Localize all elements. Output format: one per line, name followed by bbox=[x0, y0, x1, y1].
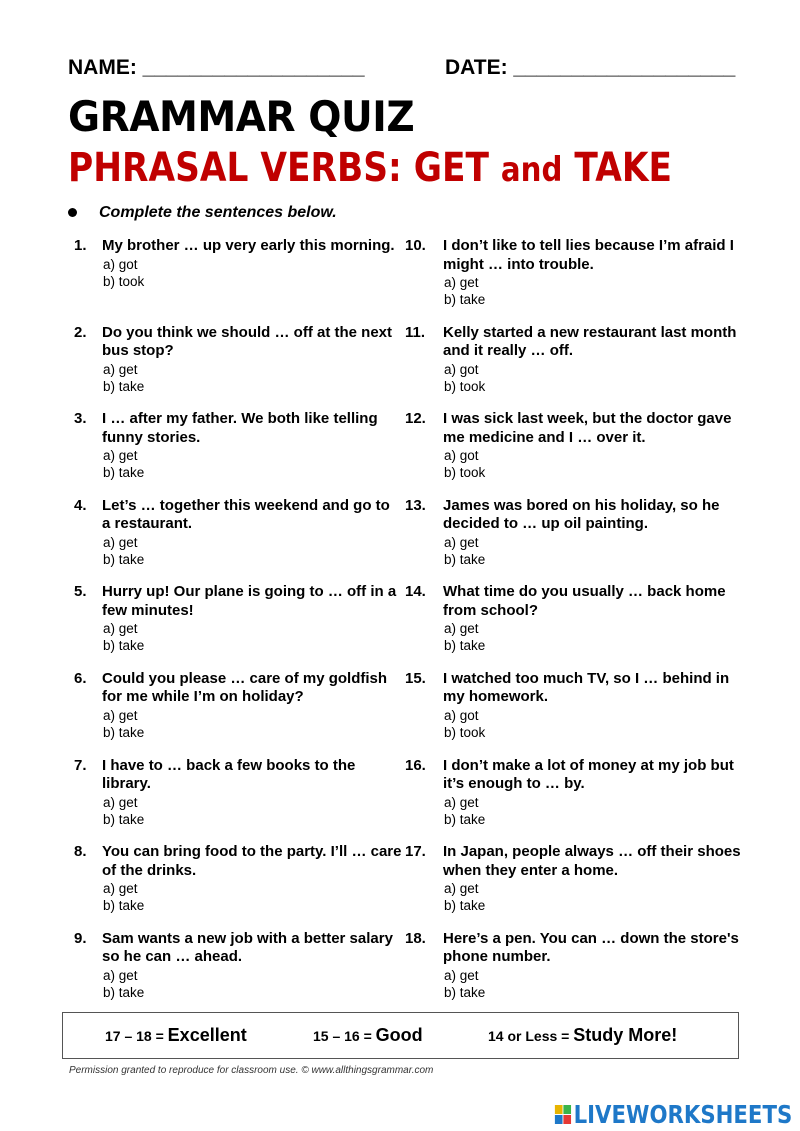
option-b[interactable]: b) take bbox=[103, 898, 145, 914]
option-b[interactable]: b) take bbox=[103, 378, 145, 394]
question-text: I have to … back a few books to the library. bbox=[102, 756, 356, 793]
question-text: Could you please … care of my goldfish for me while I’m on holiday? bbox=[102, 669, 388, 706]
option-b[interactable]: b) take bbox=[444, 638, 486, 654]
question-number: 9. bbox=[74, 929, 87, 947]
instruction-text: Complete the sentences below. bbox=[99, 204, 337, 221]
score-study-more: 14 or Less = Study More! bbox=[488, 1025, 678, 1045]
option-b[interactable]: b) took bbox=[444, 378, 486, 394]
option-b[interactable]: b) take bbox=[103, 465, 145, 481]
option-a[interactable]: a) get bbox=[103, 707, 138, 723]
option-a[interactable]: a) get bbox=[444, 275, 479, 290]
option-a[interactable]: a) got bbox=[444, 707, 479, 723]
permission-note: Permission granted to reproduce for classroom use. © www.allthingsgrammar.com bbox=[69, 1065, 434, 1076]
question-number: 15. bbox=[405, 669, 426, 687]
instruction bbox=[68, 204, 337, 222]
logo-squares-icon bbox=[555, 1105, 571, 1124]
option-a[interactable]: a) get bbox=[444, 794, 479, 810]
question-text: I was sick last week, but the doctor gave me medicine and I … over it. bbox=[443, 410, 732, 446]
question-text: Hurry up! Our plane is going to … off in a few minutes! bbox=[102, 583, 397, 619]
option-b[interactable]: b) took bbox=[444, 724, 486, 740]
page-title: GRAMMAR QUIZ bbox=[68, 92, 415, 141]
date-field-label: DATE: ___________________ bbox=[445, 56, 736, 79]
question-number: 18. bbox=[405, 929, 426, 947]
question-text: I … after my father. We both like telling funny stories. bbox=[102, 410, 378, 446]
question-text: I don’t like to tell lies because I’m afraid I might … into trouble. bbox=[443, 237, 734, 273]
option-a[interactable]: a) got bbox=[444, 361, 479, 377]
question-number: 17. bbox=[405, 843, 426, 861]
subtitle-and: and bbox=[500, 150, 563, 190]
option-a[interactable]: a) got bbox=[103, 256, 138, 272]
option-b[interactable]: b) took bbox=[444, 465, 486, 481]
option-b[interactable]: b) take bbox=[444, 984, 486, 1000]
question-number: 12. bbox=[405, 410, 426, 428]
question-number: 10. bbox=[405, 237, 426, 254]
question-number: 8. bbox=[74, 843, 87, 861]
question-text: You can bring food to the party. I’ll … care of the drinks. bbox=[102, 843, 402, 879]
question-text: Sam wants a new job with a better salary so he can … ahead. bbox=[102, 929, 393, 966]
option-b[interactable]: b) take bbox=[444, 292, 486, 307]
question-number: 13. bbox=[405, 496, 426, 514]
score-box bbox=[62, 1012, 739, 1059]
question-text: In Japan, people always … off their shoes when they enter a home. bbox=[443, 843, 741, 879]
option-a[interactable]: a) get bbox=[103, 881, 138, 897]
question-number: 6. bbox=[74, 669, 87, 687]
question-number: 5. bbox=[74, 583, 87, 601]
option-a[interactable]: a) get bbox=[103, 621, 138, 637]
option-a[interactable]: a) got bbox=[444, 448, 479, 464]
question-text: Kelly started a new restaurant last month and it really … off. bbox=[443, 323, 737, 360]
option-a[interactable]: a) get bbox=[103, 361, 138, 377]
question-number: 16. bbox=[405, 756, 426, 774]
question-text: Do you think we should … off at the next bus stop? bbox=[102, 323, 393, 360]
option-b[interactable]: b) take bbox=[444, 898, 486, 914]
question-text: James was bored on his holiday, so he decided to … up oil painting. bbox=[443, 496, 720, 533]
question-text: My brother … up very early this morning. bbox=[102, 237, 395, 254]
question-text: I watched too much TV, so I … behind in my homework. bbox=[443, 669, 730, 706]
question-text: Here’s a pen. You can … down the store's phone number. bbox=[443, 929, 739, 966]
question-text: Let’s … together this weekend and go to a restaurant. bbox=[102, 496, 390, 533]
option-b[interactable]: b) take bbox=[103, 551, 145, 567]
option-b[interactable]: b) take bbox=[103, 638, 145, 654]
liveworksheets-logo: LIVEWORKSHEETS bbox=[555, 1100, 792, 1129]
question-number: 1. bbox=[74, 237, 87, 254]
option-a[interactable]: a) get bbox=[444, 621, 479, 637]
name-field-label: NAME: ___________________ bbox=[68, 56, 365, 79]
option-a[interactable]: a) get bbox=[103, 967, 138, 983]
option-a[interactable]: a) get bbox=[103, 534, 138, 550]
question-number: 11. bbox=[405, 323, 426, 341]
option-b[interactable]: b) take bbox=[103, 724, 145, 740]
question-text: I don’t make a lot of money at my job but it’s enough to … by. bbox=[443, 756, 734, 793]
question-number: 7. bbox=[74, 756, 87, 774]
question-number: 3. bbox=[74, 410, 87, 428]
bullet-icon bbox=[68, 208, 77, 217]
option-a[interactable]: a) get bbox=[444, 967, 479, 983]
option-b[interactable]: b) took bbox=[103, 273, 145, 289]
option-b[interactable]: b) take bbox=[444, 811, 486, 827]
option-b[interactable]: b) take bbox=[444, 551, 486, 567]
score-excellent: 17 – 18 = Excellent bbox=[105, 1025, 247, 1045]
page-subtitle bbox=[68, 145, 672, 191]
option-a[interactable]: a) get bbox=[103, 794, 138, 810]
option-b[interactable]: b) take bbox=[103, 811, 145, 827]
question-number: 4. bbox=[74, 496, 87, 514]
question-text: What time do you usually … back home from school? bbox=[443, 583, 726, 619]
subtitle-end: TAKE bbox=[562, 145, 672, 191]
subtitle-main: PHRASAL VERBS: GET bbox=[68, 145, 501, 191]
score-good: 15 – 16 = Good bbox=[313, 1025, 423, 1045]
option-a[interactable]: a) get bbox=[444, 534, 479, 550]
option-b[interactable]: b) take bbox=[103, 984, 145, 1000]
question-number: 14. bbox=[405, 583, 426, 601]
option-a[interactable]: a) get bbox=[103, 448, 138, 464]
option-a[interactable]: a) get bbox=[444, 881, 479, 897]
question-number: 2. bbox=[74, 323, 87, 341]
